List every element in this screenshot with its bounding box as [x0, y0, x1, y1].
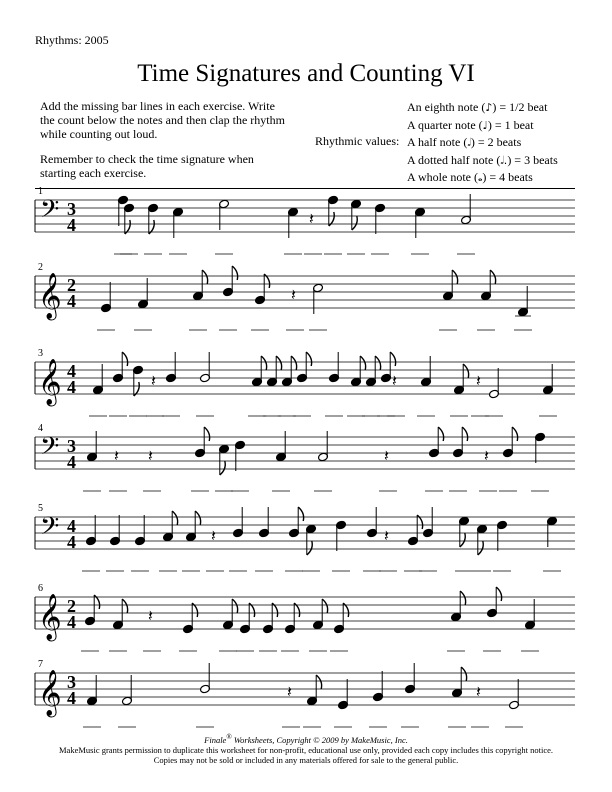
copyright-footer — [0, 732, 612, 765]
note-flag — [306, 352, 311, 366]
time-signature-bottom: 4 — [67, 612, 76, 632]
exercise-number: 6 — [38, 583, 43, 594]
note-flag — [390, 352, 395, 366]
note-flag — [316, 675, 321, 689]
rest-icon: 𝄽 — [484, 446, 489, 465]
note-flag — [360, 356, 365, 370]
note-flag — [122, 352, 127, 366]
rest-icon: 𝄽 — [211, 526, 216, 545]
note-flag — [478, 541, 483, 555]
exercise-4 — [35, 423, 575, 491]
note-flag — [512, 427, 517, 441]
exercise-3 — [35, 348, 575, 416]
footer-line-1-text: Worksheets, Copyright © 2009 by MakeMusic, Inc. — [231, 734, 408, 745]
footer-line-3: Copies may not be sold or included in any materials offered for sale to the general public. — [153, 754, 459, 765]
rest-icon: 𝄽 — [287, 682, 292, 701]
rhythmic-value-prefix: A dotted half note ( — [407, 152, 501, 167]
half-note-icon: 𝅗𝅥 — [467, 136, 471, 149]
note-flag — [122, 599, 127, 613]
instruction-text-1: Add the missing bar lines in each exercise. Write the count below the notes and then clap the rhythm while counting out loud. — [40, 99, 285, 141]
exercise-number: 5 — [38, 503, 43, 514]
dotted-half-note-icon: 𝅗𝅥. — [500, 153, 508, 167]
rhythmic-value-prefix: An eighth note ( — [407, 100, 486, 114]
note-flag — [307, 541, 312, 555]
note-flag — [462, 427, 467, 441]
footer-line-1: Finale® Worksheets, Copyright © 2009 by MakeMusic, Inc. — [204, 733, 408, 745]
note-flag — [463, 364, 468, 378]
rhythmic-values-label: Rhythmic values: — [315, 134, 400, 148]
time-signature-top: 3 — [67, 672, 76, 692]
rest-icon: 𝄽 — [114, 446, 119, 465]
note-flag — [460, 533, 465, 547]
rhythmic-value-suffix: ) = 1/2 beat — [492, 100, 548, 114]
time-signature-bottom: 4 — [67, 452, 76, 472]
rhythmic-value-suffix: ) = 3 beats — [507, 152, 558, 167]
note-flag — [375, 356, 380, 370]
time-signature-top: 4 — [67, 516, 76, 536]
note-flag — [202, 270, 207, 284]
footer-brand: Finale — [204, 734, 227, 745]
rest-icon: 𝄽 — [384, 446, 389, 465]
treble-clef-icon: 𝄞 — [38, 670, 62, 716]
bass-clef-icon: 𝄢 — [40, 195, 60, 230]
exercise-2 — [35, 262, 575, 330]
note-flag — [232, 599, 237, 613]
exercise-1 — [35, 186, 575, 254]
rhythmic-value-prefix: A whole note ( — [407, 170, 478, 184]
note-flag — [496, 587, 501, 601]
treble-clef-icon: 𝄞 — [38, 273, 62, 319]
instruction-text-2: Remember to check the time signature when starting each exercise. — [40, 152, 254, 180]
rhythmic-value-suffix: ) = 4 beats — [482, 170, 533, 184]
time-signature-top: 4 — [67, 361, 76, 381]
eighth-note-icon: ♪ — [485, 101, 493, 114]
note-flag — [220, 461, 225, 475]
treble-clef-icon: 𝄞 — [38, 359, 62, 405]
exercise-number: 4 — [38, 423, 43, 434]
rest-icon: 𝄽 — [291, 285, 296, 304]
rest-icon: 𝄽 — [148, 446, 153, 465]
exercise-5 — [35, 503, 575, 571]
note-flag — [276, 356, 281, 370]
exercise-6 — [35, 583, 575, 651]
rest-icon: 𝄽 — [476, 682, 481, 701]
rhythmic-value-suffix: ) = 1 beat — [487, 117, 534, 132]
note-flag — [352, 216, 357, 230]
exercise-number: 7 — [38, 659, 43, 670]
bass-clef-icon: 𝄢 — [40, 432, 60, 467]
rest-icon: 𝄽 — [148, 606, 153, 625]
note-flag — [298, 507, 303, 521]
time-signature-top: 2 — [67, 596, 76, 616]
time-signature-top: 2 — [67, 275, 76, 295]
bass-clef-icon: 𝄢 — [40, 512, 60, 547]
note-flag — [291, 356, 296, 370]
note-flag — [490, 270, 495, 284]
time-signature-bottom: 4 — [67, 215, 76, 235]
page-title: Time Signatures and Counting VI — [137, 60, 475, 87]
time-signature-top: 3 — [67, 436, 76, 456]
time-signature-top: 3 — [67, 199, 76, 219]
rest-icon: 𝄽 — [392, 371, 397, 390]
note-flag — [172, 511, 177, 525]
rest-icon: 𝄽 — [309, 209, 314, 228]
rhythmic-value-prefix: A quarter note ( — [407, 117, 483, 132]
rest-icon: 𝄽 — [476, 371, 481, 390]
time-signature-bottom: 4 — [67, 377, 76, 397]
header-label: Rhythms: 2005 — [35, 33, 109, 47]
exercise-number: 2 — [38, 262, 43, 273]
note-flag — [261, 356, 266, 370]
exercise-number: 1 — [38, 186, 43, 197]
rest-icon: 𝄽 — [384, 526, 389, 545]
note-flag — [461, 667, 466, 681]
note-flag — [460, 591, 465, 605]
treble-clef-icon: 𝄞 — [38, 594, 62, 640]
rest-icon: 𝄽 — [151, 371, 156, 390]
note-flag — [322, 599, 327, 613]
footer-line-2: MakeMusic grants permission to duplicate this worksheet for non-profit, educational use only, provided each copy includes this copyright notice. — [59, 744, 553, 755]
rhythmic-value-suffix: ) = 2 beats — [470, 135, 522, 149]
exercise-7 — [35, 659, 575, 727]
note-flag — [204, 427, 209, 441]
exercise-number: 3 — [38, 348, 43, 359]
rhythmic-value-prefix: A half note ( — [407, 135, 468, 149]
note-flag — [452, 270, 457, 284]
time-signature-bottom: 4 — [67, 291, 76, 311]
note-flag — [195, 511, 200, 525]
time-signature-bottom: 4 — [67, 688, 76, 708]
note-flag — [438, 427, 443, 441]
quarter-note-icon: ♩ — [482, 118, 488, 132]
whole-note-icon: 𝅝 — [478, 171, 483, 184]
note-flag — [232, 266, 237, 280]
time-signature-bottom: 4 — [67, 532, 76, 552]
